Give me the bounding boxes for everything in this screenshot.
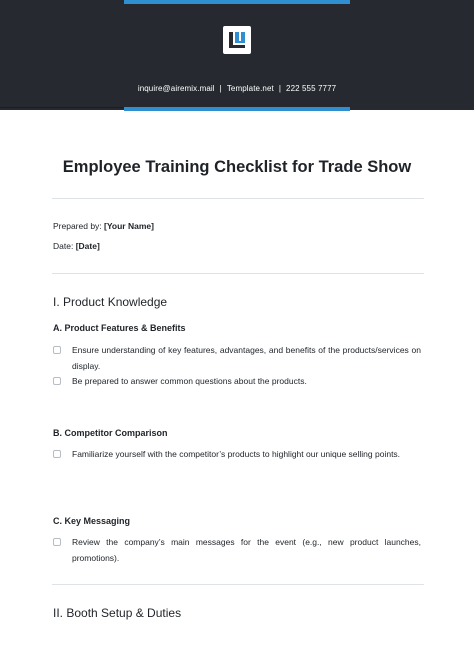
document-header (0, 0, 474, 110)
divider (52, 198, 424, 199)
subsection-heading: A. Product Features & Benefits (53, 323, 186, 333)
date-value: [Date] (75, 241, 100, 251)
checklist-item-text: Review the company’s main messages for the event (e.g., new product launches, promotions). (72, 537, 421, 563)
template-logo-icon (223, 26, 251, 54)
checklist-item (53, 346, 421, 374)
checklist-item-text: Be prepared to answer common questions about the products. (72, 376, 307, 386)
checklist-item (53, 377, 421, 390)
page-title: Employee Training Checklist for Trade Show (62, 158, 412, 176)
subsection-heading: C. Key Messaging (53, 516, 131, 526)
contact-phone: 222 555 7777 (286, 84, 337, 93)
header-accent-bar-top (124, 0, 350, 4)
checkbox[interactable] (53, 538, 61, 546)
section-heading: II. Booth Setup & Duties (53, 606, 182, 620)
checklist-item-text: Familiarize yourself with the competitor’s products to highlight our unique selling points. (72, 449, 401, 459)
checklist-item (53, 450, 421, 463)
contact-separator: | (219, 84, 222, 93)
date-line (53, 241, 100, 251)
divider (52, 273, 424, 274)
prepared-by-label: Prepared by: (53, 221, 102, 231)
prepared-by-value: [Your Name] (104, 221, 154, 231)
checkbox[interactable] (53, 450, 61, 458)
contact-separator: | (278, 84, 282, 93)
date-label: Date: (53, 241, 74, 251)
checklist-item-text: Ensure understanding of key features, advantages, and benefits of the products/services on display. (72, 345, 421, 371)
contact-email[interactable]: inquire@airemix.mail (137, 84, 215, 93)
contact-line (0, 84, 474, 93)
header-accent-bar-bottom (124, 107, 350, 111)
section-heading: I. Product Knowledge (53, 295, 168, 309)
checkbox[interactable] (53, 377, 61, 385)
contact-website[interactable]: Template.net (226, 84, 274, 93)
subsection-heading: B. Competitor Comparison (53, 428, 168, 438)
checkbox[interactable] (53, 346, 61, 354)
prepared-by-line (53, 221, 154, 231)
checklist-item (53, 538, 421, 566)
header-divider (0, 107, 124, 108)
divider (52, 584, 424, 585)
